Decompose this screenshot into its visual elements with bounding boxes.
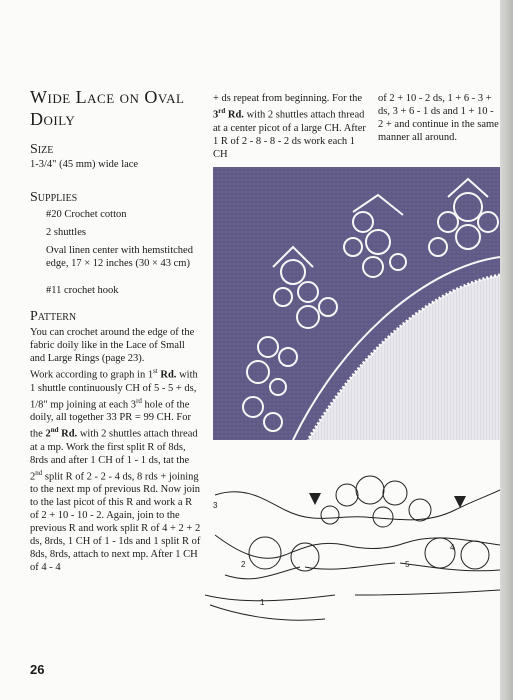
diagram-label-5: 5	[405, 560, 410, 569]
supply-item: Oval linen center with hemstitched edge, 17 × 12 inches (30 × 43 cm)	[46, 245, 193, 269]
size-value: 1-3/4" (45 mm) wide lace	[30, 159, 139, 170]
pattern-paragraph-2: Work according to graph in 1st Rd. with 1 shuttle continuously CH of 5 - 5 + ds, 1/8" mp joining at each 3rd hole of the doily, all together 33 PR = 99 CH. For the 2nd Rd. with 2 shuttles attach thread at a mp. Work the first split R of 8ds, 8rds and after 1 CH of 1 - 1 ds, tat the 2nd split R of 2 - 2 - 4 ds, 8 rds + joining to the next mp of previous Rd. Now join to the last picot of this R and work a R of 2 + 10 - 10 - 2. Again, join to the previous R and work split R of 4 + 2 + 2 ds, 8rds, 1 CH of 1 - 1ds and 1 split R of 8ds, 8rds, attach to next mp. After 1 CH of 4 - 4	[30, 367, 201, 573]
supplies-heading: Supplies	[30, 190, 78, 205]
diagram-label-1: 1	[260, 598, 265, 607]
pattern-text	[30, 326, 202, 574]
lace-photo-image	[213, 167, 500, 440]
book-gutter	[500, 0, 513, 700]
supply-item: #11 crochet hook	[46, 285, 119, 296]
size-heading: Size	[30, 142, 54, 157]
page-title: Wide Lace on Oval Doily	[30, 87, 185, 129]
column-3-text: of 2 + 10 - 2 ds, 1 + 6 - 3 + ds, 3 + 6 - 1 ds and 1 + 10 - 2 + and continue in the same manner all around.	[378, 93, 499, 143]
diagram-label-4: 4	[450, 543, 455, 552]
diagram-label-3: 3	[213, 501, 218, 510]
tatting-diagram-image	[205, 455, 500, 630]
tatting-diagram	[205, 455, 500, 630]
pattern-heading: Pattern	[30, 309, 77, 324]
supply-item: #20 Crochet cotton	[46, 209, 127, 220]
diagram-label-2: 2	[241, 560, 246, 569]
page-number: 26	[30, 662, 45, 677]
supply-item: 2 shuttles	[46, 227, 86, 238]
pattern-paragraph-1: You can crochet around the edge of the fabric doily like in the Lace of Small and Large Rings (page 23).	[30, 327, 195, 364]
lace-photo	[213, 167, 500, 440]
column-2-text: + ds repeat from beginning. For the 3rd Rd. with 2 shuttles attach thread at a center picot of a large CH. After 1 R of 2 - 8 - 8 - 2 ds work each 1 CH	[213, 93, 366, 160]
